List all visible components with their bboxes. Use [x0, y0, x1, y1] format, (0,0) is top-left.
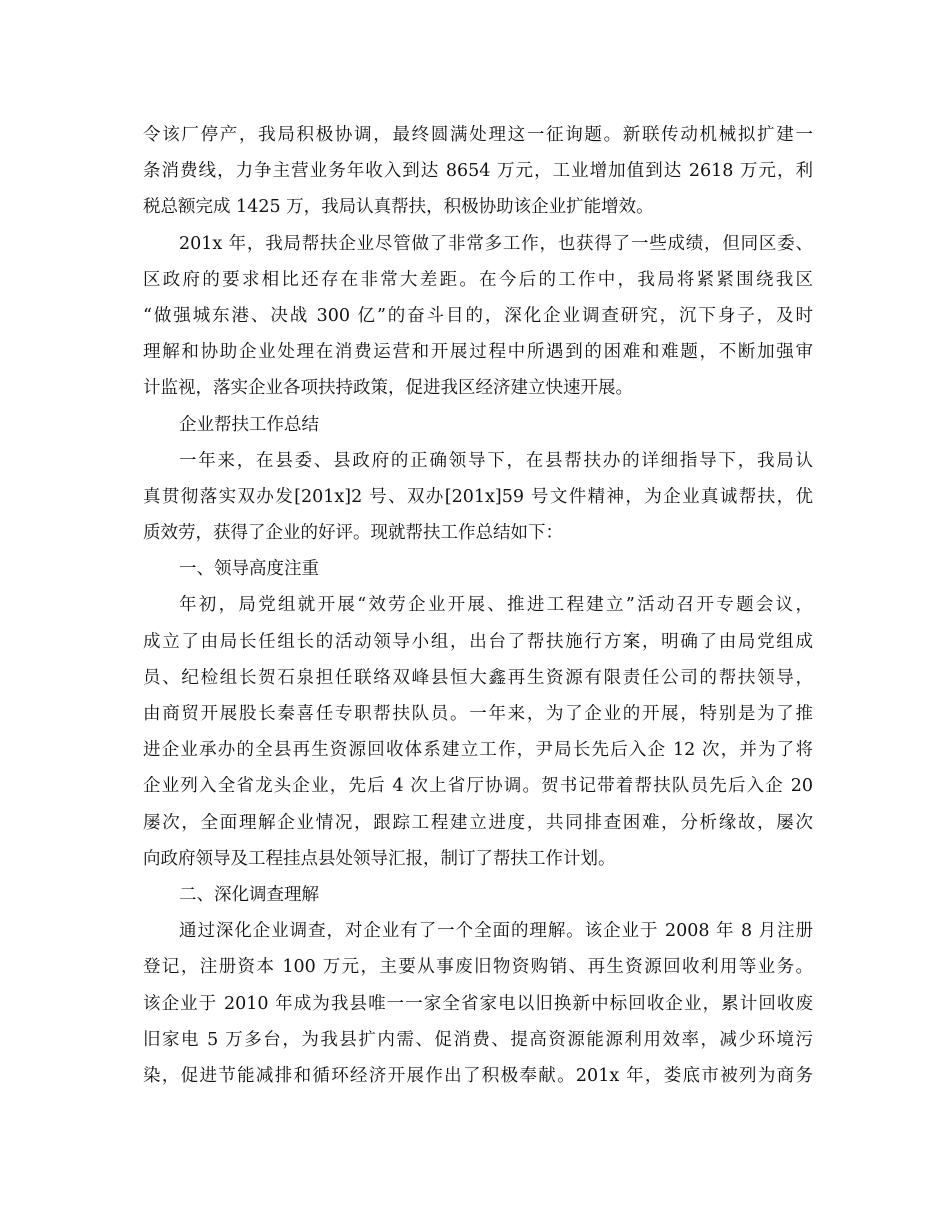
paragraph-first-line: 201x 年，我局帮扶企业尽管做了非常多工作，也获得了一些成绩，但同区委、	[179, 233, 813, 254]
text-line: 员、纪检组长贺石泉担任联络双峰县恒大鑫再生资源有限责任公司的帮扶领导，	[143, 667, 813, 688]
text-line: 该企业于 2010 年成为我县唯一一家全省家电以旧换新中标回收企业，累计回收废	[143, 993, 813, 1014]
text-line: 进企业承办的全县再生资源回收体系建立工作，尹局长先后入企 12 次，并为了将	[143, 740, 813, 761]
section-title: 企业帮扶工作总结	[179, 414, 319, 435]
text-line: 令该厂停产，我局积极协调，最终圆满处理这一征询题。新联传动机械拟扩建一	[143, 125, 813, 145]
section-heading: 二、深化调查理解	[179, 884, 319, 905]
text-line: 税总额完成 1425 万，我局认真帮扶，积极协助该企业扩能增效。	[143, 197, 654, 218]
paragraph-first-line: 一年来，在县委、县政府的正确领导下，在县帮扶办的详细指导下，我局认	[179, 450, 813, 471]
document-body	[143, 117, 813, 1094]
text-line: 旧家电 5 万多台，为我县扩内需、促消费、提高资源能源利用效率，减少环境污	[143, 1029, 813, 1050]
paragraph-first-line: 年初，局党组就开展“效劳企业开展、推进工程建立”活动召开专题会议，	[179, 595, 813, 616]
text-line: 企业列入全省龙头企业，先后 4 次上省厅协调。贺书记带着帮扶队员先后入企 20	[143, 776, 813, 797]
section-heading: 一、领导高度注重	[179, 559, 319, 580]
text-line: 区政府的要求相比还存在非常大差距。在今后的工作中，我局将紧紧围绕我区	[143, 269, 813, 290]
text-line: 染，促进节能减排和循环经济开展作出了积极奉献。201x 年，娄底市被列为商务	[143, 1065, 813, 1086]
text-line: 登记，注册资本 100 万元，主要从事废旧物资购销、再生资源回收利用等业务。	[143, 957, 813, 978]
text-line: 理解和协助企业处理在消费运营和开展过程中所遇到的困难和难题，不断加强审	[143, 342, 813, 363]
text-line: 向政府领导及工程挂点县处领导汇报，制订了帮扶工作计划。	[143, 848, 616, 869]
text-line: 由商贸开展股长秦喜任专职帮扶队员。一年来，为了企业的开展，特别是为了推	[143, 704, 813, 724]
text-line: 真贯彻落实双办发[201x]2 号、双办[201x]59 号文件精神，为企业真诚帮扶，优	[143, 486, 813, 507]
text-line: 条消费线，力争主营业务年收入到达 8654 万元，工业增加值到达 2618 万元，利	[143, 161, 813, 182]
text-line: 屡次，全面理解企业情况，跟踪工程建立进度，共同排查困难，分析缘故，屡次	[143, 812, 813, 833]
text-line: 计监视，落实企业各项扶持政策，促进我区经济建立快速开展。	[143, 378, 633, 399]
text-line: 成立了由局长任组长的活动领导小组，出台了帮扶施行方案，明确了由局党组成	[143, 631, 813, 652]
text-line: 质效劳，获得了企业的好评。现就帮扶工作总结如下：	[143, 523, 563, 544]
paragraph-first-line: 通过深化企业调查，对企业有了一个全面的理解。该企业于 2008 年 8 月注册	[179, 921, 813, 942]
text-line: “做强城东港、决战 300 亿”的奋斗目的，深化企业调查研究，沉下身子，及时	[143, 305, 813, 326]
